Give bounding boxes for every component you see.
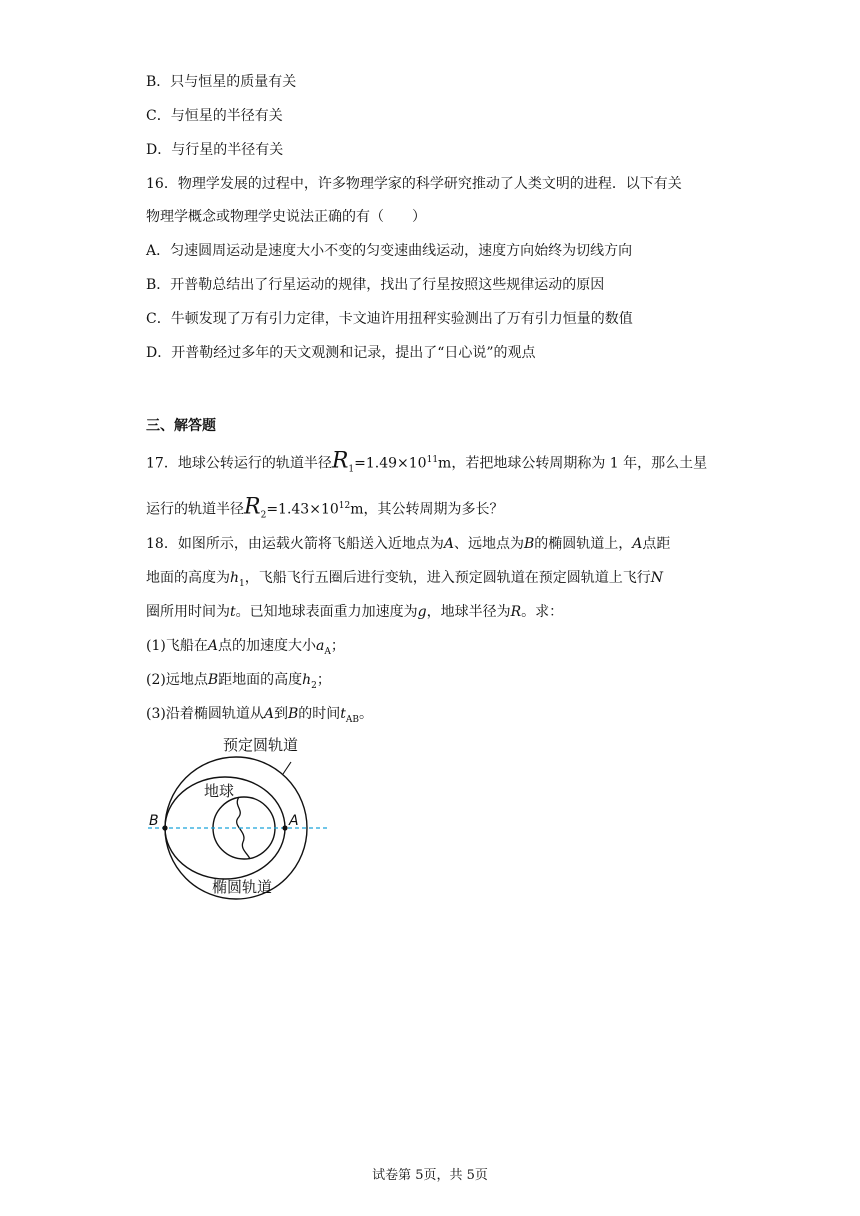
q18-line1: 18．如图所示，由运载火箭将飞船送入近地点为A、远地点为B的椭圆轨道上，A点距 (146, 536, 671, 552)
r1-symbol: R (331, 448, 349, 474)
orbit-label-leader (283, 762, 291, 774)
q17-line1: 17．地球公转运行的轨道半径$R_1=1.49\times 10^{11}m$，若把地球公转周期称为 1 年，那么土星 (146, 448, 708, 475)
r2-symbol: R (244, 494, 261, 520)
page-footer: 试卷第 5页，共 5页 (372, 1168, 488, 1183)
q15-option-d: D．与行星的半径有关 (146, 142, 284, 158)
q18-line3: 圈所用时间为t。已知地球表面重力加速度为g，地球半径为R。求： (146, 604, 564, 620)
q18-part3: (3)沿着椭圆轨道从A到B的时间$t_{AB}$。 (146, 706, 374, 725)
q16-option-c: C．牛顿发现了万有引力定律，卡文迪许用扭秤实验测出了万有引力恒量的数值 (146, 311, 633, 327)
label-A: A (289, 813, 299, 829)
label-B: B (149, 813, 159, 829)
q16-stem-line2: 物理学概念或物理学史说法正确的有（ ） (146, 209, 426, 225)
q16-stem-line1: 16．物理学发展的过程中，许多物理学家的科学研究推动了人类文明的进程．以下有关 (146, 176, 682, 192)
q18-part1: (1)飞船在A点的加速度大小$a_A$； (146, 638, 345, 657)
label-elliptical-orbit: 椭圆轨道 (212, 878, 273, 896)
q18-part2: (2)远地点B距地面的高度$h_2$； (146, 672, 331, 691)
q16-option-d: D．开普勒经过多年的天文观测和记录，提出了“日心说”的观点 (146, 345, 536, 361)
label-earth: 地球 (204, 782, 235, 800)
q16-option-a: A．匀速圆周运动是速度大小不变的匀变速曲线运动，速度方向始终为切线方向 (146, 243, 633, 259)
label-circular-orbit: 预定圆轨道 (223, 736, 299, 754)
q15-option-b: B．只与恒星的质量有关 (146, 74, 297, 90)
orbit-diagram (140, 728, 340, 906)
q15-option-c: C．与恒星的半径有关 (146, 108, 283, 124)
q18-line2: 地面的高度为$h_1$，飞船飞行五圈后进行变轨，进入预定圆轨道在预定圆轨道上飞行N (146, 570, 664, 589)
point-A (282, 825, 287, 830)
q17-line2: 运行的轨道半径$R_2=1.43\times 10^{12}m$，其公转周期为多长？ (146, 494, 504, 521)
section-title: 三、解答题 (146, 418, 216, 434)
point-B (162, 825, 167, 830)
q16-option-b: B．开普勒总结出了行星运动的规律，找出了行星按照这些规律运动的原因 (146, 277, 605, 293)
